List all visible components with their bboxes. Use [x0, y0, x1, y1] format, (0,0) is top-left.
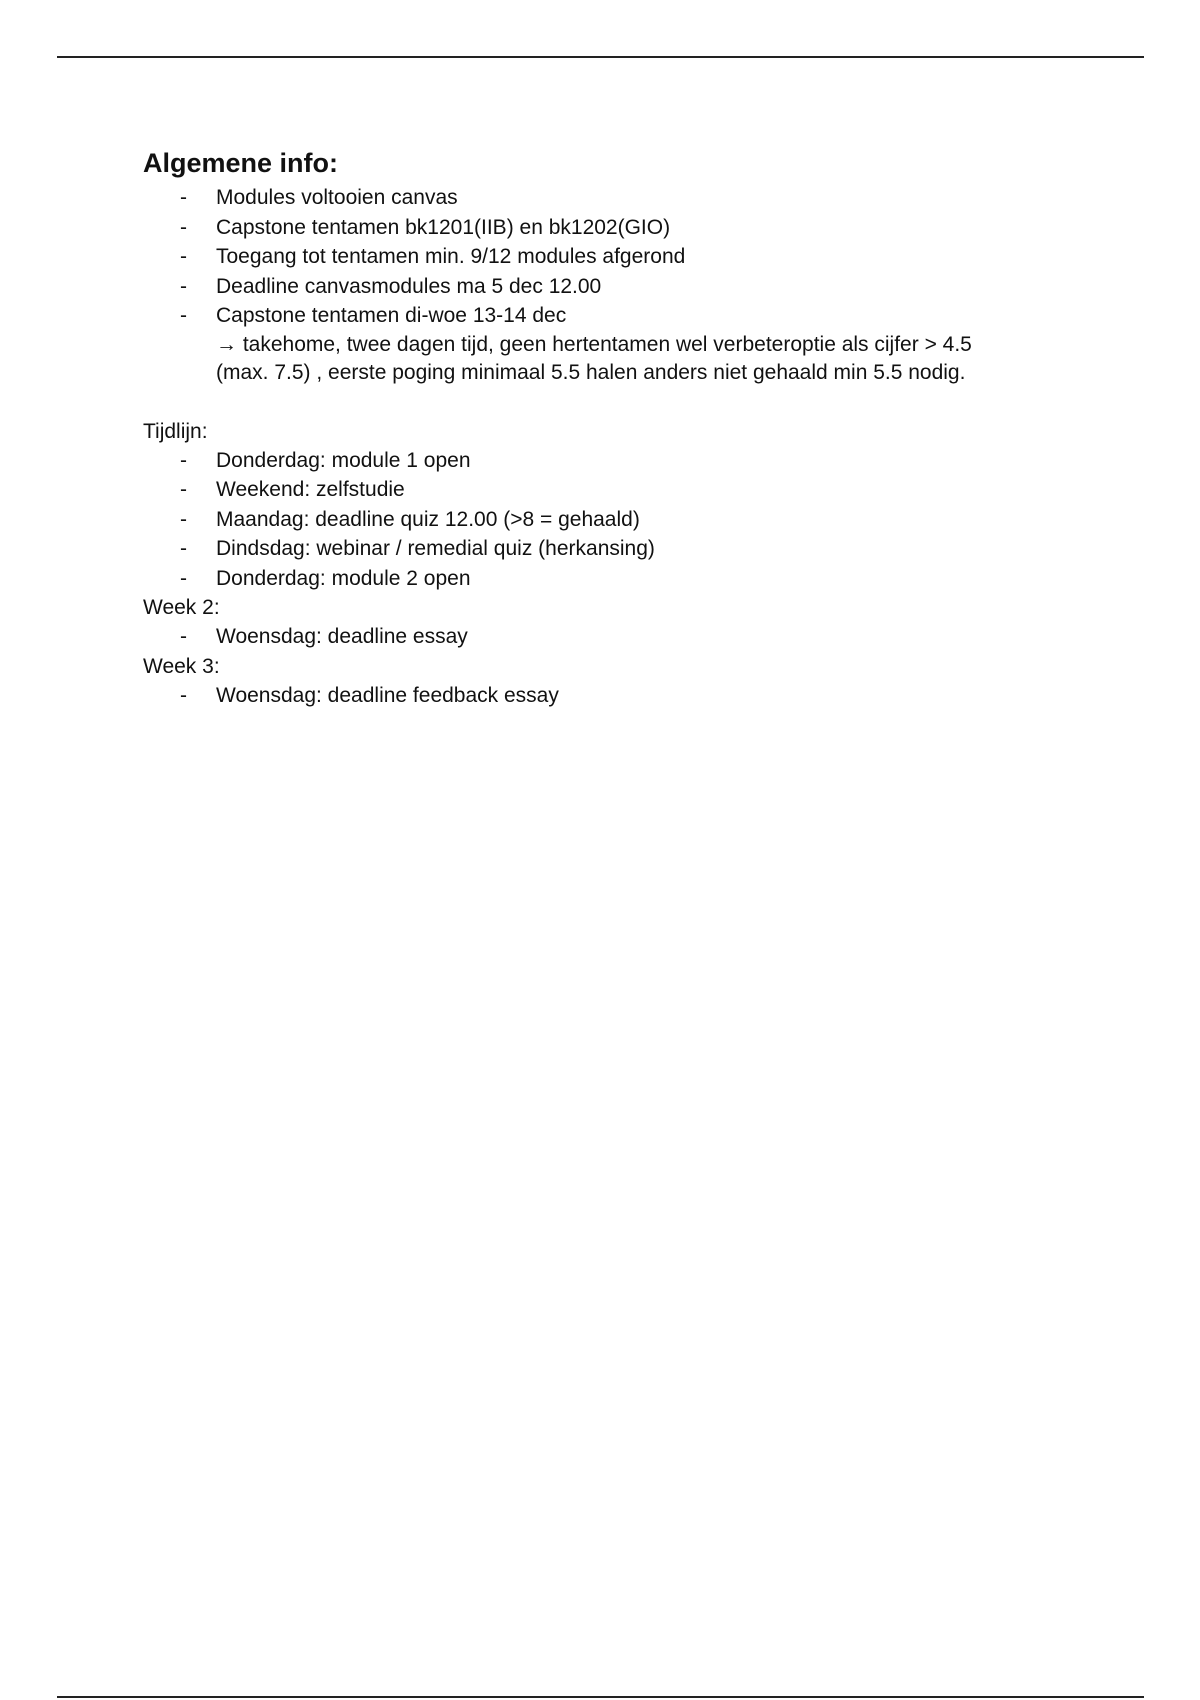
dash-bullet: -: [180, 478, 187, 501]
dash-bullet: -: [180, 625, 187, 648]
section-heading: Algemene info:: [143, 148, 339, 178]
list-item: - Woensdag: deadline essay: [143, 622, 1043, 652]
list-item: - Modules voltooien canvas: [143, 183, 1043, 213]
timeline-label: Tijdlijn:: [143, 419, 208, 443]
dash-bullet: -: [180, 186, 187, 209]
list-item: - Donderdag: module 2 open: [143, 564, 1043, 594]
header-rule: [57, 56, 1144, 58]
list-item: - Donderdag: module 1 open: [143, 446, 1043, 476]
list-item: - Dindsdag: webinar / remedial quiz (herkansing): [143, 534, 1043, 564]
dash-bullet: -: [180, 537, 187, 560]
exam-note: [143, 331, 1043, 387]
week2-label: Week 2:: [143, 596, 220, 619]
dash-bullet: -: [180, 566, 187, 590]
dash-bullet: -: [180, 448, 187, 472]
dash-bullet: -: [180, 304, 187, 327]
footer-rule: [57, 1696, 1144, 1698]
list-item: - Capstone tentamen di-woe 13-14 dec: [143, 301, 1043, 331]
exam-note-line: (max. 7.5) , eerste poging minimaal 5.5 halen anders niet gehaald min 5.5 nodig.: [216, 360, 966, 384]
general-info-list: [143, 183, 1043, 331]
dash-bullet: -: [180, 507, 187, 531]
document-body: [143, 145, 1043, 710]
list-item: - Woensdag: deadline feedback essay: [143, 681, 1043, 711]
list-item: - Weekend: zelfstudie: [143, 475, 1043, 505]
list-item: - Maandag: deadline quiz 12.00 (>8 = gehaald): [143, 505, 1043, 535]
week3-list: [143, 681, 1043, 711]
dash-bullet: -: [180, 215, 187, 239]
dash-bullet: -: [180, 683, 187, 707]
timeline-list: [143, 446, 1043, 594]
dash-bullet: -: [180, 245, 187, 268]
list-item: - Deadline canvasmodules ma 5 dec 12.00: [143, 272, 1043, 302]
week3-label: Week 3:: [143, 654, 220, 678]
exam-note-line: → takehome, twee dagen tijd, geen hertentamen wel verbeteroptie als cijfer > 4.5: [216, 332, 972, 356]
list-item: - Toegang tot tentamen min. 9/12 modules afgerond: [143, 242, 1043, 272]
dash-bullet: -: [180, 274, 187, 298]
week2-list: [143, 622, 1043, 652]
list-item: - Capstone tentamen bk1201(IIB) en bk1202(GIO): [143, 213, 1043, 243]
